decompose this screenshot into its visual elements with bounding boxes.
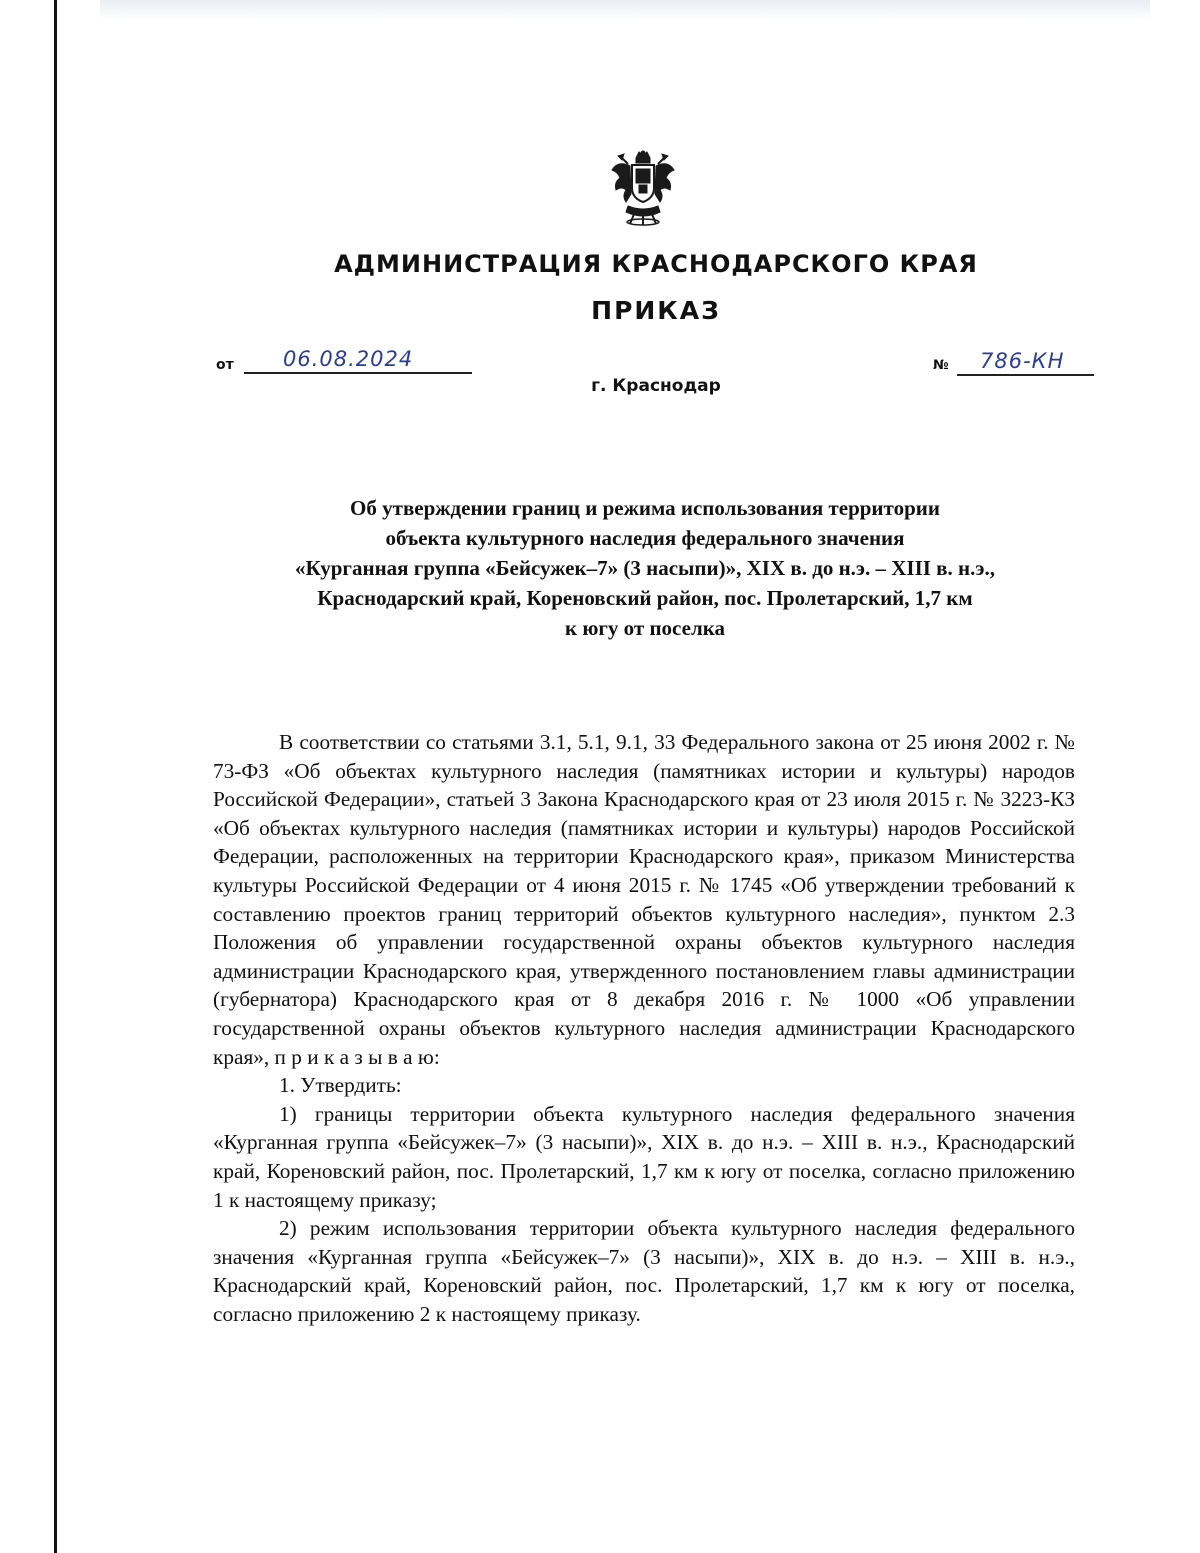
date-value: 06.08.2024 [283,347,414,371]
document-title [200,493,1090,643]
order-word: п р и к а з ы в а ю: [274,1044,440,1069]
title-line: к югу от поселка [564,616,726,640]
title-line: «Курганная группа «Бейсужек–7» (3 насыпи)», XIX в. до н.э. – XIII в. н.э., [295,556,995,580]
document-body [213,728,1075,1328]
coat-of-arms-icon [608,150,678,226]
preamble-paragraph [213,728,1075,1071]
sub-item-2: 2) режим использования территории объекта культурного наследия федерального значения «Курганная группа «Бейсужек–7» (3 насыпи)», XIX в. до н.э. – XIII в. н.э., Краснодарский край, Кореновский район, пос. Пролетарский, 1,7 км к югу от поселка, согласно приложению 2 к настоящему приказу. [213,1216,1075,1326]
page-edge [54,0,57,1553]
preamble-text: В соответствии со статьями 3.1, 5.1, 9.1, 33 Федерального закона от 25 июня 2002 г. № 73-ФЗ «Об объектах культурного наследия (памятниках истории и культуры) народов Российской Федерации», статьей 3 Закона Краснодарского края от 23 июля 2015 г. № 3223-КЗ «Об объектах культурного наследия (памятниках истории и культуры) народов Российской Федерации, расположенных на территории Краснодарского края», приказом Министерства культуры Российской Федерации от 4 июня 2015 г. № 1745 «Об утверждении требований к составлению проектов границ территорий объектов культурного наследия», пунктом 2.3 Положения об управлении государственной охраны объектов культурного наследия администрации Краснодарского края, утвержденного постановлением главы администрации (губернатора) Краснодарского края от 8 декабря 2016 г. № 1000 «Об управлении государственной охраны объектов культурного наследия администрации Краснодарского края», [213,730,1075,1069]
number-label: № [933,358,949,373]
date-underline [244,372,472,374]
date-label: от [216,357,234,373]
title-line: Краснодарский край, Кореновский район, пос. Пролетарский, 1,7 км [317,586,973,610]
city: г. Краснодар [591,376,721,396]
scan-shadow [100,0,1150,20]
title-line: Об утверждении границ и режима использования территории [350,496,940,520]
document-type: ПРИКАЗ [591,296,721,325]
number-value: 786-КН [980,349,1065,373]
title-line: объекта культурного наследия федерального значения [385,526,905,550]
sub-item-1: 1) границы территории объекта культурного наследия федерального значения «Курганная группа «Бейсужек–7» (3 насыпи)», XIX в. до н.э. – XIII в. н.э., Краснодарский край, Кореновский район, пос. Пролетарский, 1,7 км к югу от поселка, согласно приложению 1 к настоящему приказу; [213,1101,1075,1212]
point-1: 1. Утвердить: [279,1073,402,1098]
organization-name: АДМИНИСТРАЦИЯ КРАСНОДАРСКОГО КРАЯ [334,250,978,278]
